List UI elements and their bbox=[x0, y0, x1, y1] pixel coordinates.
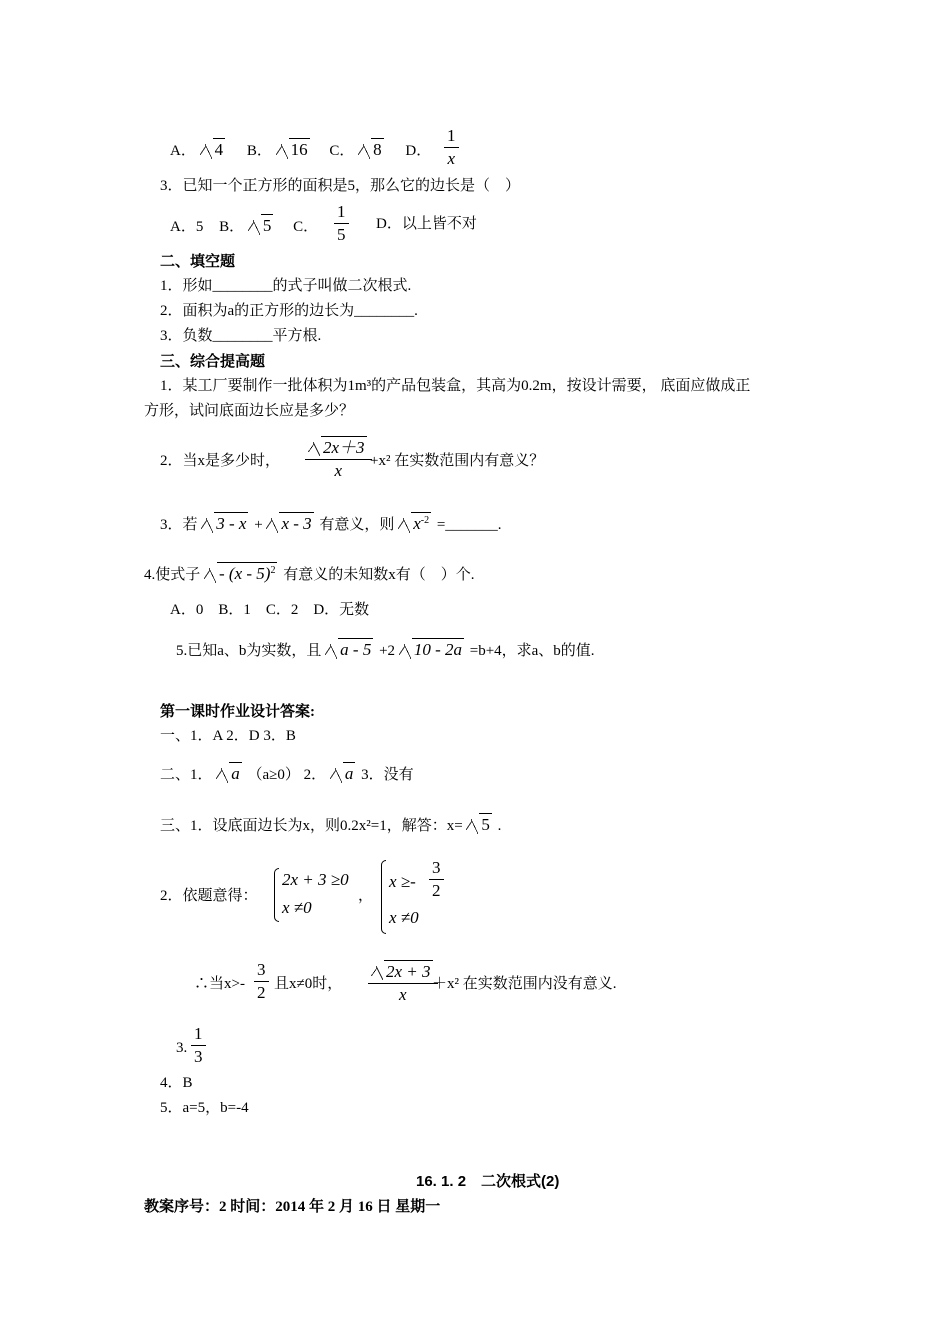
answer-4: 4．B bbox=[160, 1075, 193, 1091]
s3-q5: 5.已知a、b为实数，且 a - 5 +2 10 - 2a =b+4，求a、b的值. bbox=[176, 640, 595, 659]
answer-conclusion-mid: 且x≠0时， bbox=[274, 976, 343, 992]
fill-item-3: 3．负数________平方根. bbox=[160, 328, 322, 344]
option-c-label: C． bbox=[329, 143, 355, 159]
s3-q1-line2: 方形，试问底面边长应是多少？ bbox=[144, 403, 355, 419]
answer-part-2: 二、1． a （a≥0） 2． a 3．没有 bbox=[160, 764, 414, 783]
section-2-title: 二、填空题 bbox=[160, 254, 236, 270]
question-3: 3．已知一个正方形的面积是5，那么它的边长是（ ） bbox=[160, 178, 521, 194]
system-1-line-1: 2x + 3 ≥0 bbox=[282, 870, 349, 889]
system-2-line-2: x ≠0 bbox=[389, 908, 419, 927]
system-brace-2 bbox=[381, 860, 386, 934]
q3-options: A．5 B． 5 C． bbox=[170, 216, 319, 235]
lesson-meta: 教案序号：2 时间：2014 年 2 月 16 日 星期一 bbox=[144, 1199, 441, 1215]
sqrt-16: 16 bbox=[276, 138, 310, 161]
s3-q2-post: +x² 在实数范围内有意义？ bbox=[370, 453, 545, 469]
fraction-1-over-5: $\frac{1}{5}$ bbox=[334, 202, 349, 245]
fraction-1-over-x: $\frac{1}{x}$ bbox=[444, 126, 459, 169]
system-brace-1 bbox=[274, 868, 279, 922]
answer-part-1: 一、1．A 2．D 3．B bbox=[160, 728, 296, 744]
s3-q1-line1: 1．某工厂要制作一批体积为1m³的产品包装盒，其高为0.2m，按设计需要， 底面应做成正 bbox=[160, 378, 751, 394]
fill-item-1: 1．形如________的式子叫做二次根式. bbox=[160, 278, 412, 294]
answer-conclusion-pre: ∴当x>- bbox=[194, 976, 245, 992]
q2-options bbox=[170, 138, 431, 161]
s3-q3: 3．若 3 - x + x - 3 有意义，则 $x^{-2}$ =_______. bbox=[160, 514, 502, 533]
s3-q4: 4.使式子 - (x - 5)$^2$ 有意义的未知数x有（ ）个. bbox=[144, 564, 475, 583]
system-comma: ， bbox=[358, 888, 374, 904]
answer-5: 5．a=5，b=-4 bbox=[160, 1100, 249, 1116]
option-b-label: B． bbox=[246, 143, 272, 159]
answer-part-3: 三、1．设底面边长为x，则0.2x²=1，解答：x= 5 . bbox=[160, 815, 502, 834]
answer-system-label: 2．依题意得： bbox=[160, 888, 258, 904]
answer-conclusion-post: ＋x² 在实数范围内没有意义. bbox=[432, 976, 617, 992]
section-heading: 16. 1. 2 二次根式(2) bbox=[416, 1173, 560, 1190]
fraction-3-over-2-b: $\frac{3}{2}$ bbox=[254, 960, 269, 1003]
sqrt-8: 8 bbox=[358, 138, 384, 161]
fraction-sqrt-2x3-over-x-b: $\frac{2x + 3}{x}$ bbox=[368, 960, 438, 1005]
s3-q2-pre: 2．当x是多少时， bbox=[160, 453, 281, 469]
fraction-sqrt-2x3-over-x: $\frac{2x+3}{x}$ bbox=[305, 436, 372, 481]
sqrt-4: 4 bbox=[200, 138, 226, 161]
answers-title: 第一课时作业设计答案: bbox=[160, 704, 315, 720]
system-2-line-1: x ≥- bbox=[389, 872, 416, 891]
system-1-line-2: x ≠0 bbox=[282, 898, 312, 917]
section-3-title: 三、综合提高题 bbox=[160, 354, 266, 370]
fraction-3-over-2-a: $\frac{3}{2}$ bbox=[429, 858, 444, 901]
option-d-label: D． bbox=[405, 143, 432, 159]
q3-option-d: D．以上皆不对 bbox=[376, 216, 477, 232]
fraction-1-over-3: $\frac{1}{3}$ bbox=[191, 1024, 206, 1067]
option-a-label: A． bbox=[170, 143, 196, 159]
s3-q4-options: A．0 B．1 C．2 D．无数 bbox=[170, 602, 370, 618]
answer-3-label: 3. bbox=[176, 1040, 188, 1056]
fill-item-2: 2．面积为a的正方形的边长为________. bbox=[160, 303, 418, 319]
sqrt-5: 5 bbox=[248, 214, 274, 237]
